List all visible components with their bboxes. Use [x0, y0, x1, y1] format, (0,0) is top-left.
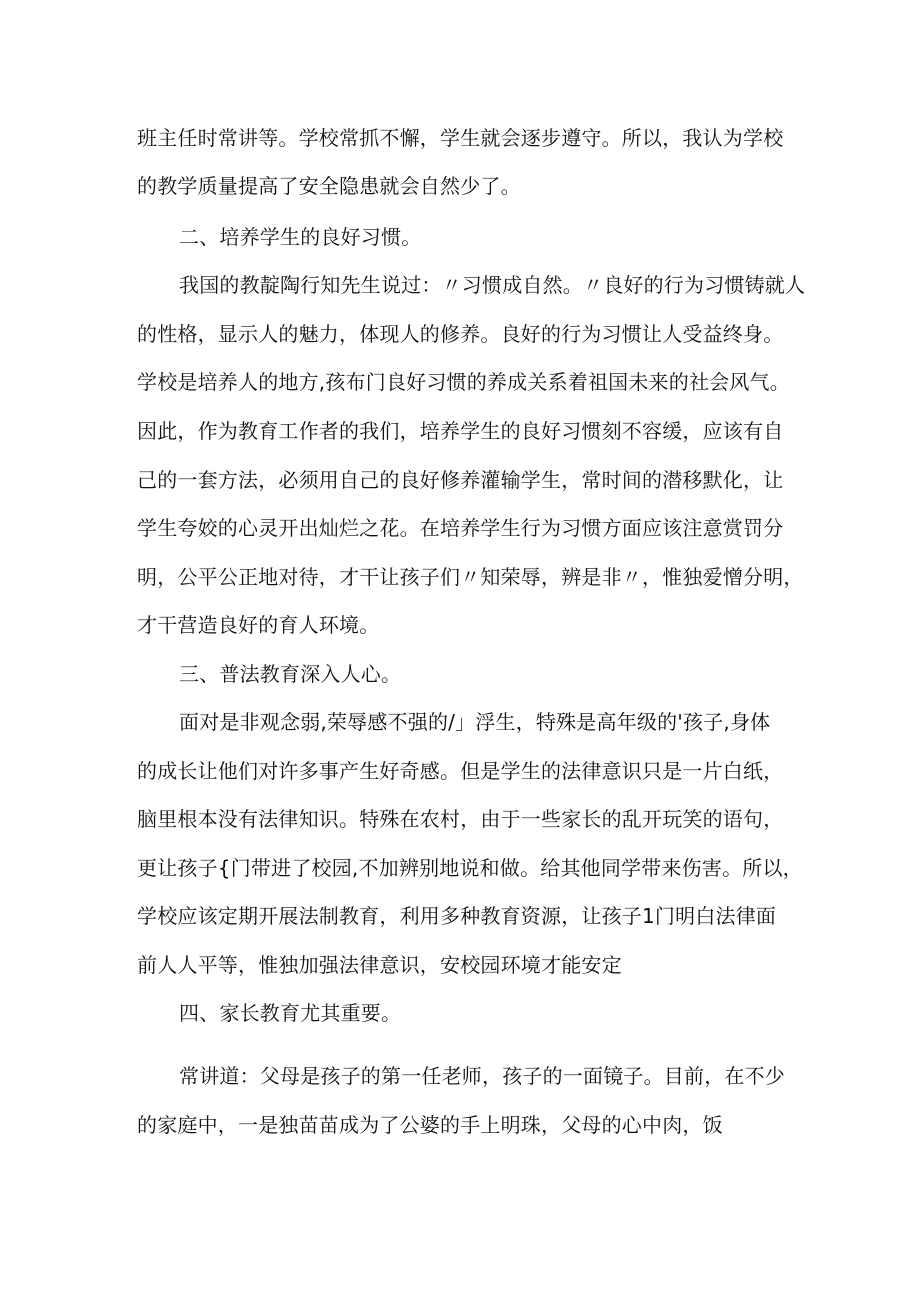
text-line: 脑里根本没有法律知识。特殊在农村，由于一些家长的乱开玩笑的语句，	[137, 807, 784, 831]
text-line: 的教学质量提高了安全隐患就会自然少了。	[137, 174, 521, 198]
text-line: 的性格，显示人的魅力，体现人的修养。良好的行为习惯让人受益终身。	[137, 322, 784, 346]
text-line: 学生夸姣的心灵开出灿烂之花。在培养学生行为习惯方面应该注意赏罚分	[137, 516, 784, 540]
text-line: 面对是非观念弱,荣辱感不强的/」浮生，特殊是高年级的'孩子,身体	[179, 710, 771, 734]
text-line: 己的一套方法，必须用自己的良好修养灌输学生，常时间的潜移默化，让	[137, 468, 784, 492]
text-line: 因此，作为教育工作者的我们，培养学生的良好习惯刻不容缓，应该有自	[137, 419, 784, 443]
section-heading: 三、普法教育深入人心。	[179, 662, 402, 686]
text-line: 前人人平等，惟独加强法律意识，安校园环境才能安定	[137, 953, 622, 977]
text-line: 的成长让他们对许多事产生好奇感。但是学生的法律意识只是一片白纸，	[137, 759, 784, 783]
section-heading: 四、家长教育尤其重要。	[179, 1001, 402, 1025]
text-line: 才干营造良好的育人环境。	[137, 613, 380, 637]
text-line: 更让孩子{门带进了校园,不加辨别地说和做。给其他同学带来伤害。所以，	[137, 856, 803, 880]
text-line: 常讲道：父母是孩子的第一任老师，孩子的一面镜子。目前，在不少	[179, 1064, 785, 1088]
text-line: 班主任时常讲等。学校常抓不懈，学生就会逐步遵守。所以，我认为学校	[137, 126, 784, 150]
text-line: 我国的教靛陶行知先生说过：〃习惯成自然。〃良好的行为习惯铸就人	[179, 273, 806, 297]
section-heading: 二、培养学生的良好习惯。	[179, 225, 422, 249]
text-line: 学校是培养人的地方,孩布门良好习惯的养成关系着祖国未来的社会风气。	[137, 370, 790, 394]
text-line: 学校应该定期开展法制教育，利用多种教育资源，让孩子1门明白法律面	[137, 904, 777, 928]
text-line: 的家庭中，一是独苗苗成为了公婆的手上明珠，父母的心中肉，饭	[137, 1113, 723, 1137]
text-line: 明，公平公正地对待，才干让孩子们〃知荣辱，辨是非〃，惟独爱憎分明，	[137, 565, 804, 589]
